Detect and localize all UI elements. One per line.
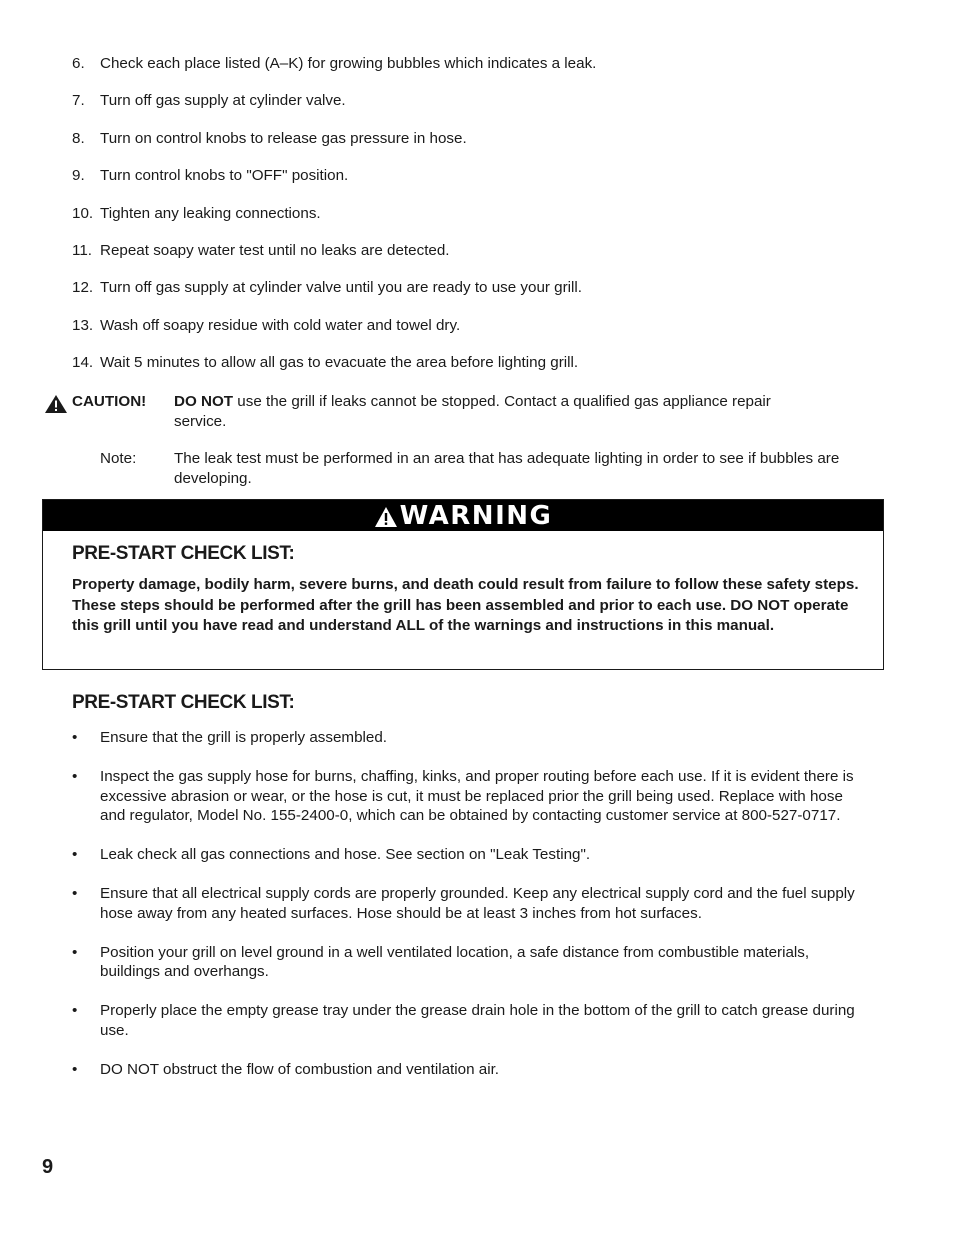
step-item	[72, 129, 892, 166]
checklist-item	[72, 767, 862, 826]
step-item	[72, 278, 892, 315]
warning-body: Property damage, bodily harm, severe burns, and death could result from failure to follow these safety steps. These steps should be performed after the grill has been assembled and prior to each use. DO NOT operate this grill until you have read and understand ALL of the warnings and instructions in this manual.	[72, 576, 859, 634]
step-text: Tighten any leaking connections.	[100, 204, 321, 222]
bullet-icon: •	[72, 768, 78, 785]
warning-banner	[43, 500, 883, 531]
checklist-item-text: Inspect the gas supply hose for burns, chaffing, kinks, and proper routing before each use. If it is evident there is excessive abrasion or wear, or the hose is cut, it must be replaced prior the grill being used. Replace with hose and regulator, Model No. 155-2400-0, which can be obtained by contacting customer service at 800-527-0717.	[100, 768, 854, 824]
checklist-item-text: Leak check all gas connections and hose. See section on "Leak Testing".	[100, 846, 591, 863]
warning-box	[42, 499, 884, 670]
caution-label: CAUTION!	[72, 393, 147, 410]
step-number: 12.	[72, 279, 94, 297]
caution-emphasis: DO NOT	[174, 393, 234, 410]
step-number: 14.	[72, 354, 94, 372]
checklist-item-text: Position your grill on level ground in a well ventilated location, a safe distance from combustible materials, buildings and overhangs.	[100, 943, 810, 980]
step-item	[72, 241, 892, 278]
step-number: 13.	[72, 316, 94, 334]
leak-test-steps	[72, 54, 892, 391]
step-number: 7.	[72, 92, 85, 110]
checklist-item	[72, 884, 862, 923]
step-text: Turn off gas supply at cylinder valve.	[100, 92, 346, 110]
step-text: Turn control knobs to "OFF" position.	[100, 167, 349, 185]
checklist-item-text: Ensure that the grill is properly assembled.	[100, 729, 388, 746]
checklist-item	[72, 1001, 862, 1040]
note-text: The leak test must be performed in an area that has adequate lighting in order to see if bubbles are developing.	[174, 450, 840, 487]
warning-banner-text: WARNING	[399, 500, 553, 531]
step-number: 6.	[72, 55, 85, 72]
checklist-title: PRE-START CHECK LIST:	[72, 692, 295, 713]
step-item	[72, 316, 892, 353]
warning-triangle-icon	[374, 506, 398, 528]
step-item	[72, 353, 892, 390]
checklist	[72, 728, 862, 1079]
step-text: Repeat soapy water test until no leaks are detected.	[100, 241, 450, 259]
caution-body: use the grill if leaks cannot be stopped. Contact a qualified gas appliance repair service.	[174, 393, 771, 430]
step-text: Turn on control knobs to release gas pressure in hose.	[100, 129, 467, 147]
step-item	[72, 204, 892, 241]
note-label: Note:	[100, 450, 137, 467]
checklist-item-text: Ensure that all electrical supply cords are properly grounded. Keep any electrical supply cord and the fuel supply hose away from any heated surfaces. Hose should be at least 3 inches from hot surfaces.	[100, 885, 855, 922]
checklist-item	[72, 728, 862, 748]
checklist-item-text: Properly place the empty grease tray under the grease drain hole in the bottom of the grill to catch grease during use.	[100, 1002, 855, 1039]
step-number: 9.	[72, 167, 85, 185]
step-number: 10.	[72, 204, 94, 222]
checklist-item	[72, 1060, 862, 1080]
bullet-icon: •	[72, 846, 78, 863]
step-text: Check each place listed (A–K) for growing bubbles which indicates a leak.	[100, 55, 597, 72]
step-text: Wash off soapy residue with cold water and towel dry.	[100, 316, 461, 334]
checklist-item	[72, 845, 862, 865]
bullet-icon: •	[72, 1060, 78, 1078]
checklist-item-text: DO NOT obstruct the flow of combustion and ventilation air.	[100, 1060, 500, 1078]
page-number: 9	[42, 1156, 54, 1178]
step-item	[72, 54, 892, 91]
step-item	[72, 91, 892, 128]
bullet-icon: •	[72, 885, 78, 902]
step-text: Turn off gas supply at cylinder valve until you are ready to use your grill.	[100, 279, 583, 297]
step-text: Wait 5 minutes to allow all gas to evacuate the area before lighting grill.	[100, 354, 579, 372]
bullet-icon: •	[72, 1002, 78, 1019]
step-number: 8.	[72, 129, 85, 147]
warning-triangle-icon	[44, 394, 68, 414]
bullet-icon: •	[72, 943, 78, 961]
bullet-icon: •	[72, 729, 78, 746]
caution-text	[174, 392, 814, 431]
warning-title: PRE-START CHECK LIST:	[72, 543, 295, 564]
checklist-item	[72, 943, 862, 982]
step-item	[72, 166, 892, 203]
step-number: 11.	[72, 241, 92, 259]
